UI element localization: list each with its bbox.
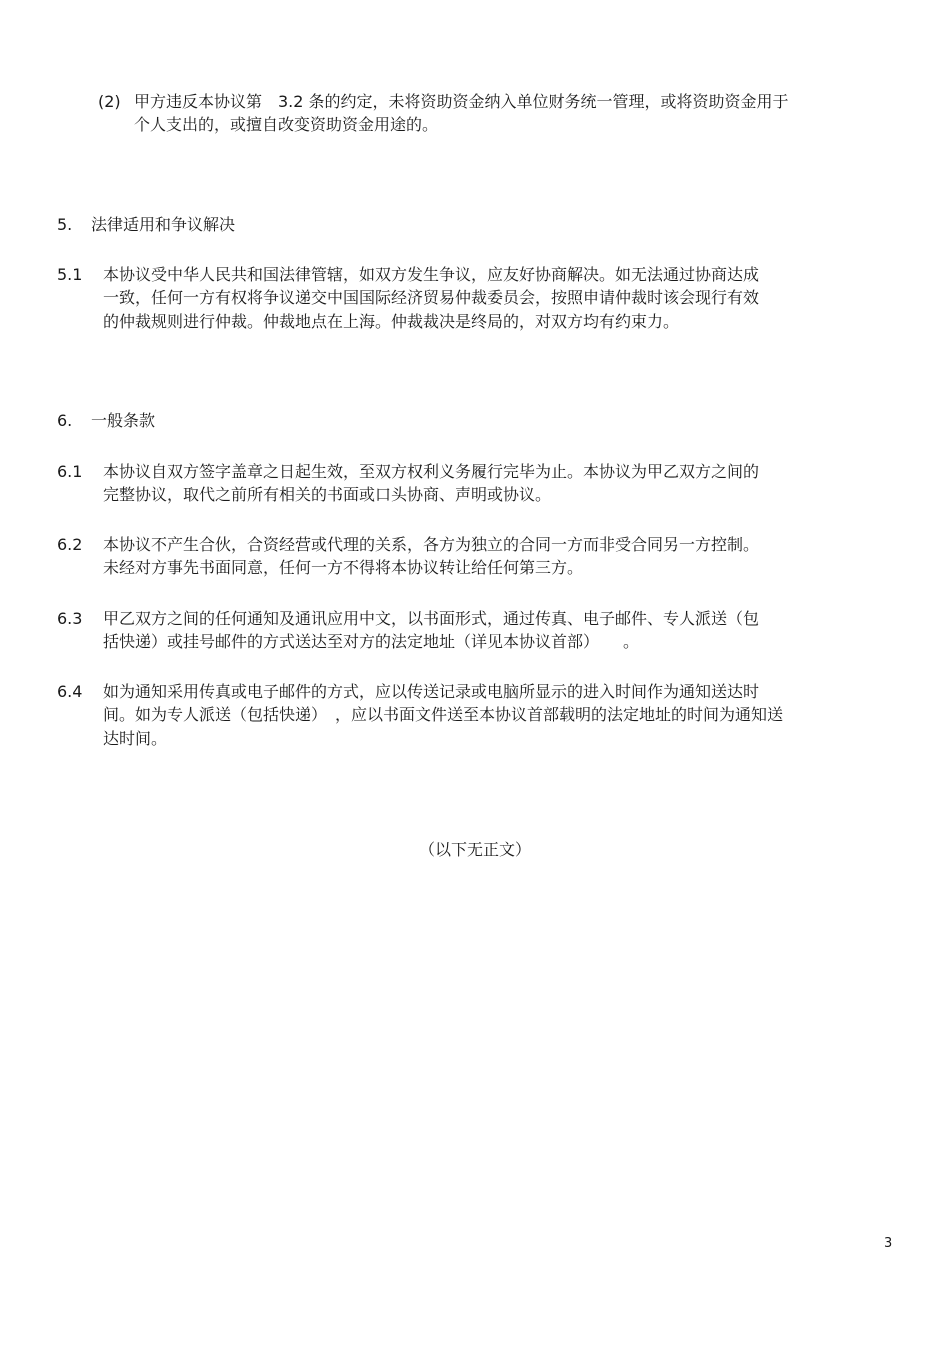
clause-text-line: 本协议受中华人民共和国法律管辖，如双方发生争议，应友好协商解决。如无法通过协商达成 (103, 265, 760, 284)
item-text-line: 甲方违反本协议第 3.2 条的约定，未将资助资金纳入单位财务统一管理，或将资助资金用于 (134, 92, 789, 111)
item-text-line: 个人支出的，或擅自改变资助资金用途的。 (134, 115, 439, 134)
page-number: 3 (884, 1236, 893, 1251)
clause-text-line: 达时间。 (103, 729, 168, 748)
clause-text-line: 本协议自双方签字盖章之日起生效，至双方权利义务履行完毕为止。本协议为甲乙双方之间的 (103, 462, 760, 481)
clause-text-line: 间。如为专人派送（包括快递） ，应以书面文件送至本协议首部载明的法定地址的时间为通知送 (103, 705, 784, 724)
clause-text-line: 如为通知采用传真或电子邮件的方式，应以传送记录或电脑所显示的进入时间作为通知送达时 (103, 682, 760, 701)
clause-text-line: 的仲裁规则进行仲裁。仲裁地点在上海。仲裁裁决是终局的，对双方均有约束力。 (103, 312, 680, 331)
clause-text-line: 一致，任何一方有权将争议递交中国国际经济贸易仲裁委员会，按照申请仲裁时该会现行有效 (103, 288, 760, 307)
clause-number: 6.1 (57, 462, 83, 481)
end-note: （以下无正文） (418, 840, 531, 859)
clause-number: 6.4 (57, 682, 83, 701)
clause-text-line: 未经对方事先书面同意，任何一方不得将本协议转让给任何第三方。 (103, 558, 584, 577)
clause-text-line: 甲乙双方之间的任何通知及通讯应用中文，以书面形式，通过传真、电子邮件、专人派送（包 (103, 609, 760, 628)
section-title: 法律适用和争议解决 (91, 215, 236, 234)
clause-number: 6.2 (57, 535, 83, 554)
section-number: 5. (57, 215, 73, 234)
clause-number: 5.1 (57, 265, 83, 284)
clause-text-line: 括快递）或挂号邮件的方式送达至对方的法定地址（详见本协议首部） 。 (103, 632, 640, 651)
section-title: 一般条款 (91, 411, 156, 430)
section-number: 6. (57, 411, 73, 430)
item-number: (2) (98, 92, 121, 111)
clause-number: 6.3 (57, 609, 83, 628)
clause-text-line: 本协议不产生合伙，合资经营或代理的关系，各方为独立的合同一方而非受合同另一方控制。 (103, 535, 760, 554)
clause-text-line: 完整协议，取代之前所有相关的书面或口头协商、声明或协议。 (103, 485, 552, 504)
